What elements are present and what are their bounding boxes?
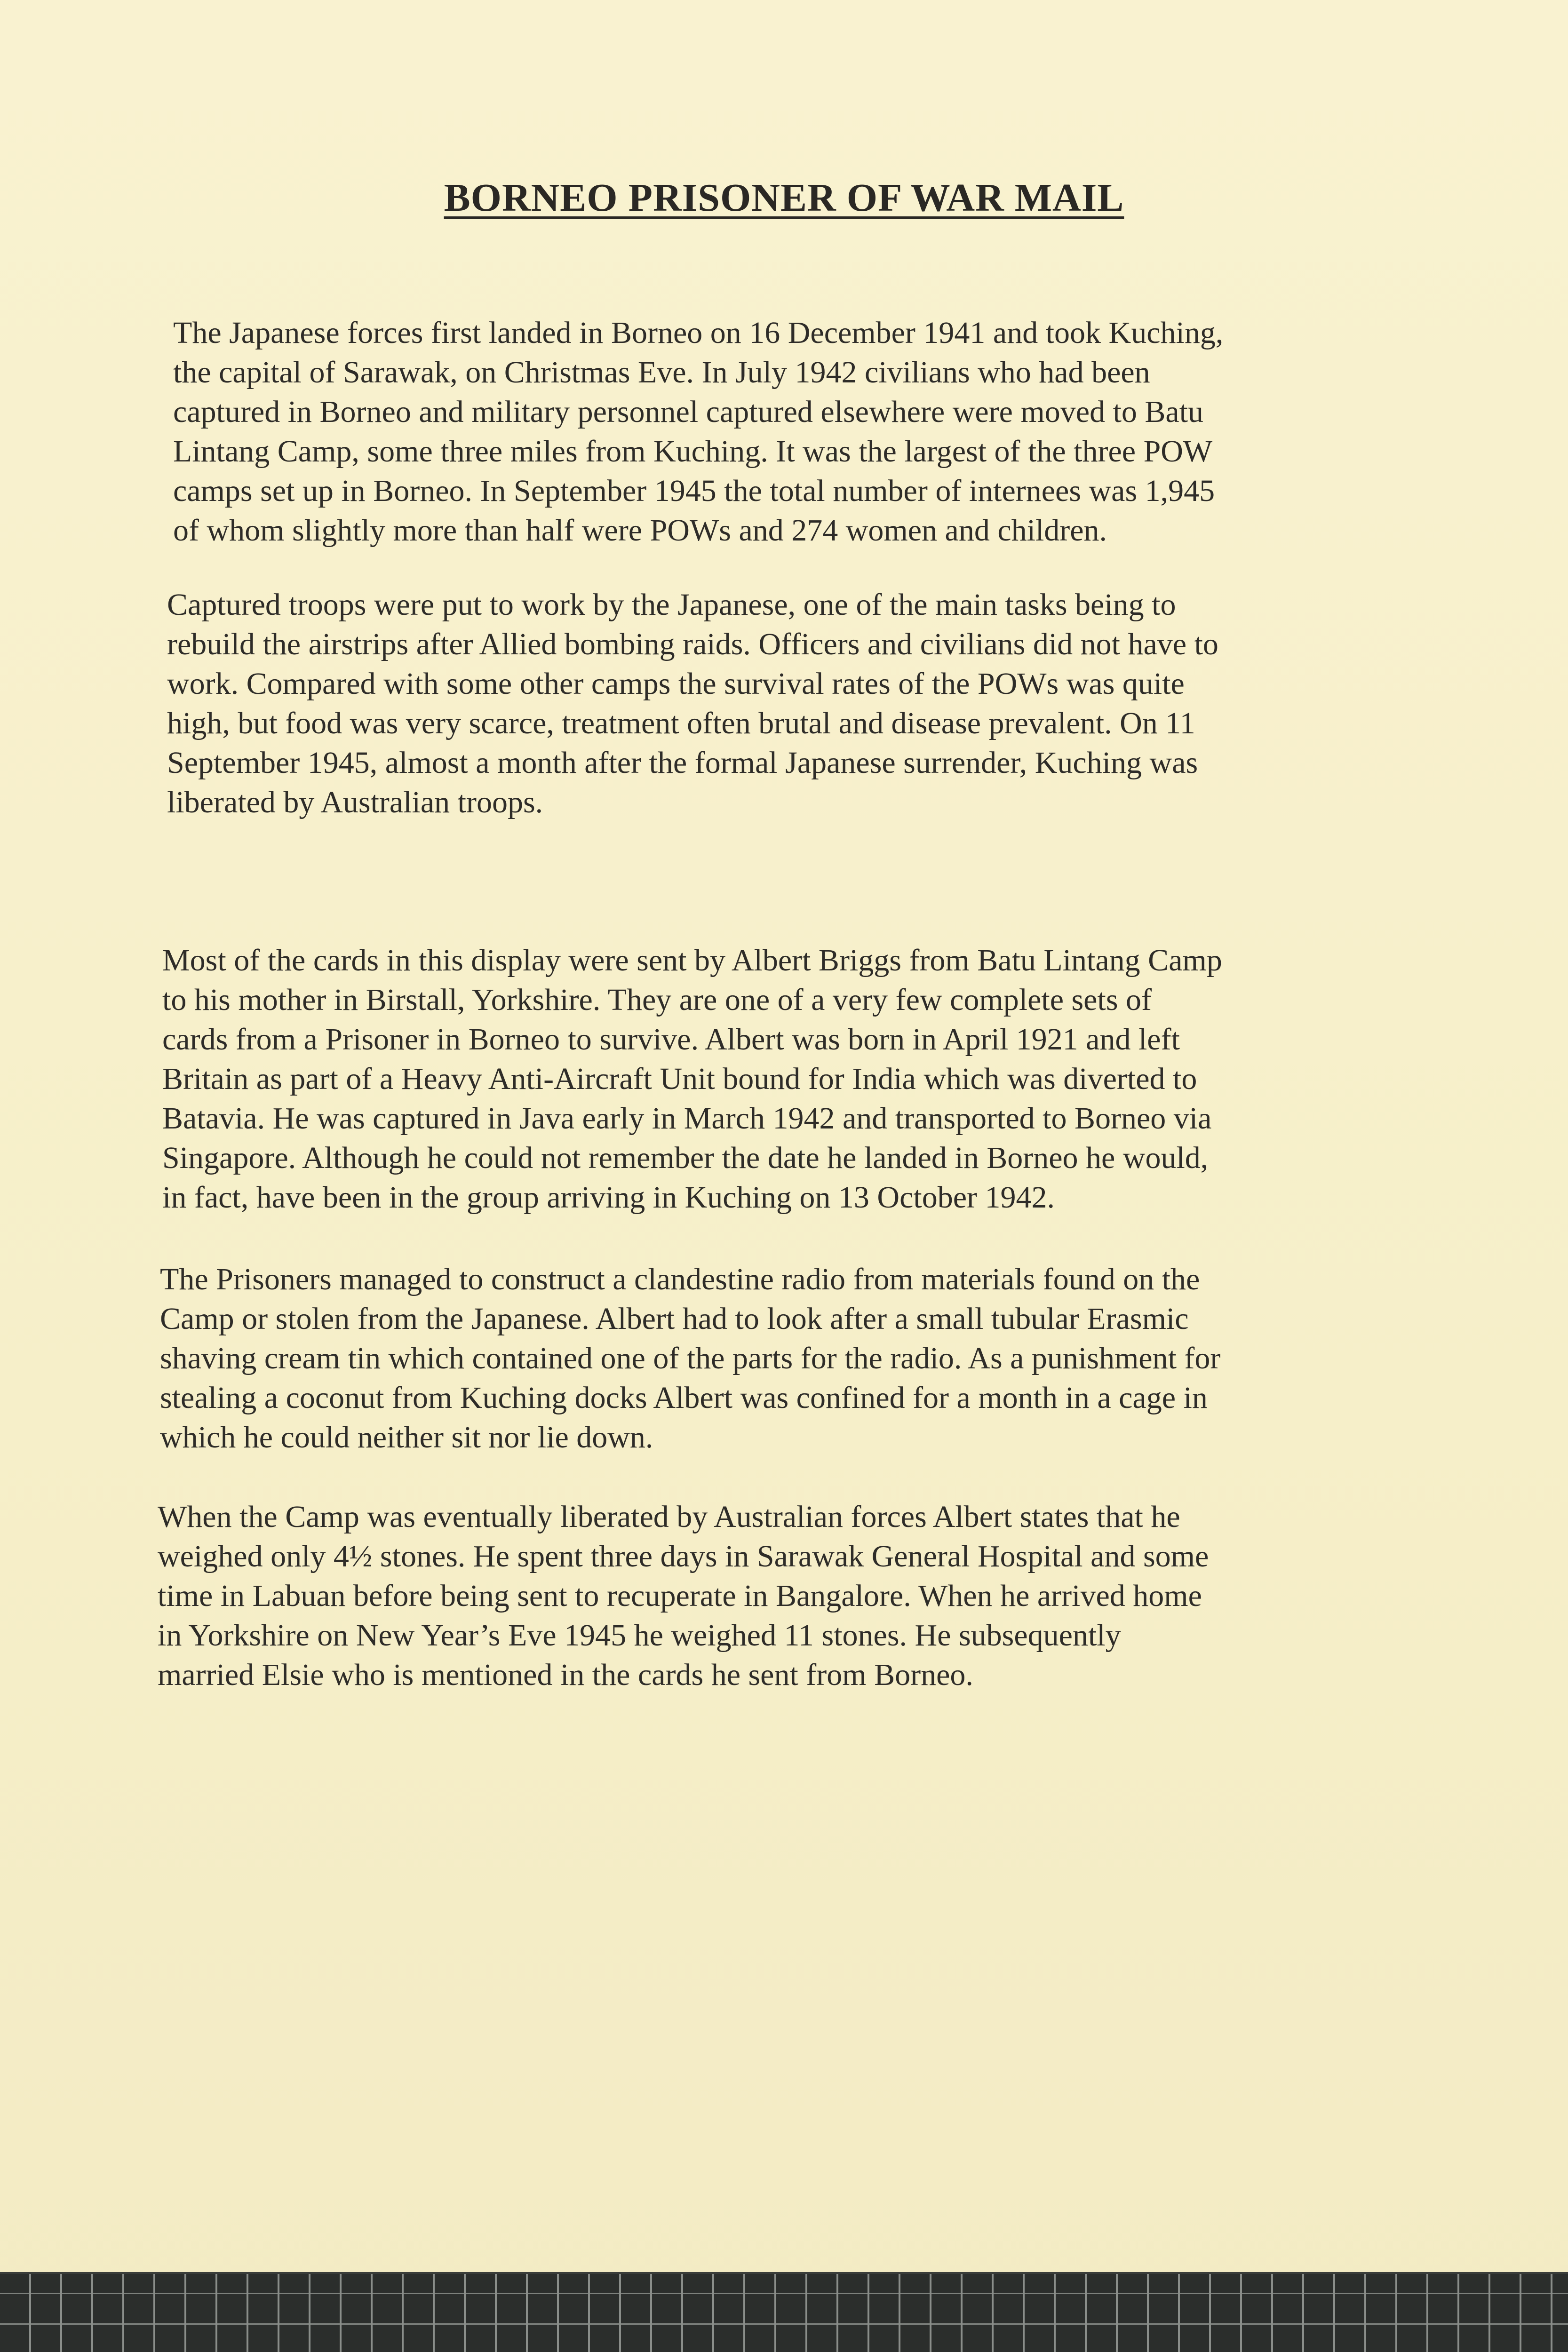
paragraph-captivity: [167, 585, 1218, 822]
paragraph-line: of whom slightly more than half were POWs and 274 women and children.: [173, 513, 1107, 548]
paragraph-line: rebuild the airstrips after Allied bombing raids. Officers and civilians did not have to: [167, 627, 1218, 661]
paragraph-line: Britain as part of a Heavy Anti-Aircraft Unit bound for India which was diverted to: [162, 1062, 1197, 1096]
paragraph-line: high, but food was very scarce, treatment often brutal and disease prevalent. On 11: [167, 706, 1195, 740]
paragraph-line: Camp or stolen from the Japanese. Albert had to look after a small tubular Erasmic: [160, 1302, 1189, 1336]
paragraph-line: Captured troops were put to work by the Japanese, one of the main tasks being to: [167, 588, 1176, 622]
paragraph-line: captured in Borneo and military personnel captured elsewhere were moved to Batu: [173, 395, 1204, 429]
paragraph-line: Batavia. He was captured in Java early in March 1942 and transported to Borneo via: [162, 1101, 1212, 1136]
paragraph-radio: [160, 1260, 1220, 1457]
paragraph-line: which he could neither sit nor lie down.: [160, 1420, 653, 1454]
paragraph-line: to his mother in Birstall, Yorkshire. They are one of a very few complete sets of: [162, 983, 1152, 1017]
paragraph-albert-briggs: [162, 941, 1222, 1217]
paragraph-line: in fact, have been in the group arriving in Kuching on 13 October 1942.: [162, 1180, 1055, 1215]
paragraph-line: Most of the cards in this display were sent by Albert Briggs from Batu Lintang Camp: [162, 943, 1222, 977]
paragraph-line: Lintang Camp, some three miles from Kuching. It was the largest of the three POW: [173, 434, 1213, 469]
paragraph-line: The Prisoners managed to construct a clandestine radio from materials found on the: [160, 1262, 1200, 1296]
paragraph-line: The Japanese forces first landed in Borneo on 16 December 1941 and took Kuching,: [173, 316, 1224, 350]
paragraph-line: shaving cream tin which contained one of the parts for the radio. As a punishment for: [160, 1341, 1221, 1375]
cutting-mat-grid: [0, 2272, 1568, 2352]
paragraph-line: work. Compared with some other camps the survival rates of the POWs was quite: [167, 667, 1185, 701]
paragraph-line: weighed only 4½ stones. He spent three days in Sarawak General Hospital and some: [158, 1539, 1209, 1573]
page-title: BORNEO PRISONER OF WAR MAIL: [444, 176, 1124, 220]
paragraph-line: married Elsie who is mentioned in the cards he sent from Borneo.: [158, 1658, 973, 1692]
paragraph-line: When the Camp was eventually liberated by Australian forces Albert states that he: [158, 1500, 1180, 1534]
paragraph-line: Singapore. Although he could not remember the date he landed in Borneo he would,: [162, 1141, 1209, 1175]
paragraph-line: camps set up in Borneo. In September 1945 the total number of internees was 1,945: [173, 474, 1215, 508]
paragraph-line: the capital of Sarawak, on Christmas Eve. In July 1942 civilians who had been: [173, 355, 1150, 389]
paragraph-line: stealing a coconut from Kuching docks Albert was confined for a month in a cage in: [160, 1381, 1208, 1415]
paragraph-line: liberated by Australian troops.: [167, 785, 543, 819]
paragraph-line: September 1945, almost a month after the formal Japanese surrender, Kuching was: [167, 746, 1198, 780]
paragraph-invasion: [173, 313, 1223, 550]
paragraph-line: in Yorkshire on New Year’s Eve 1945 he weighed 11 stones. He subsequently: [158, 1618, 1121, 1653]
paragraph-line: cards from a Prisoner in Borneo to survive. Albert was born in April 1921 and left: [162, 1022, 1180, 1057]
paragraph-line: time in Labuan before being sent to recuperate in Bangalore. When he arrived home: [158, 1579, 1202, 1613]
paragraph-liberation: [158, 1497, 1209, 1695]
